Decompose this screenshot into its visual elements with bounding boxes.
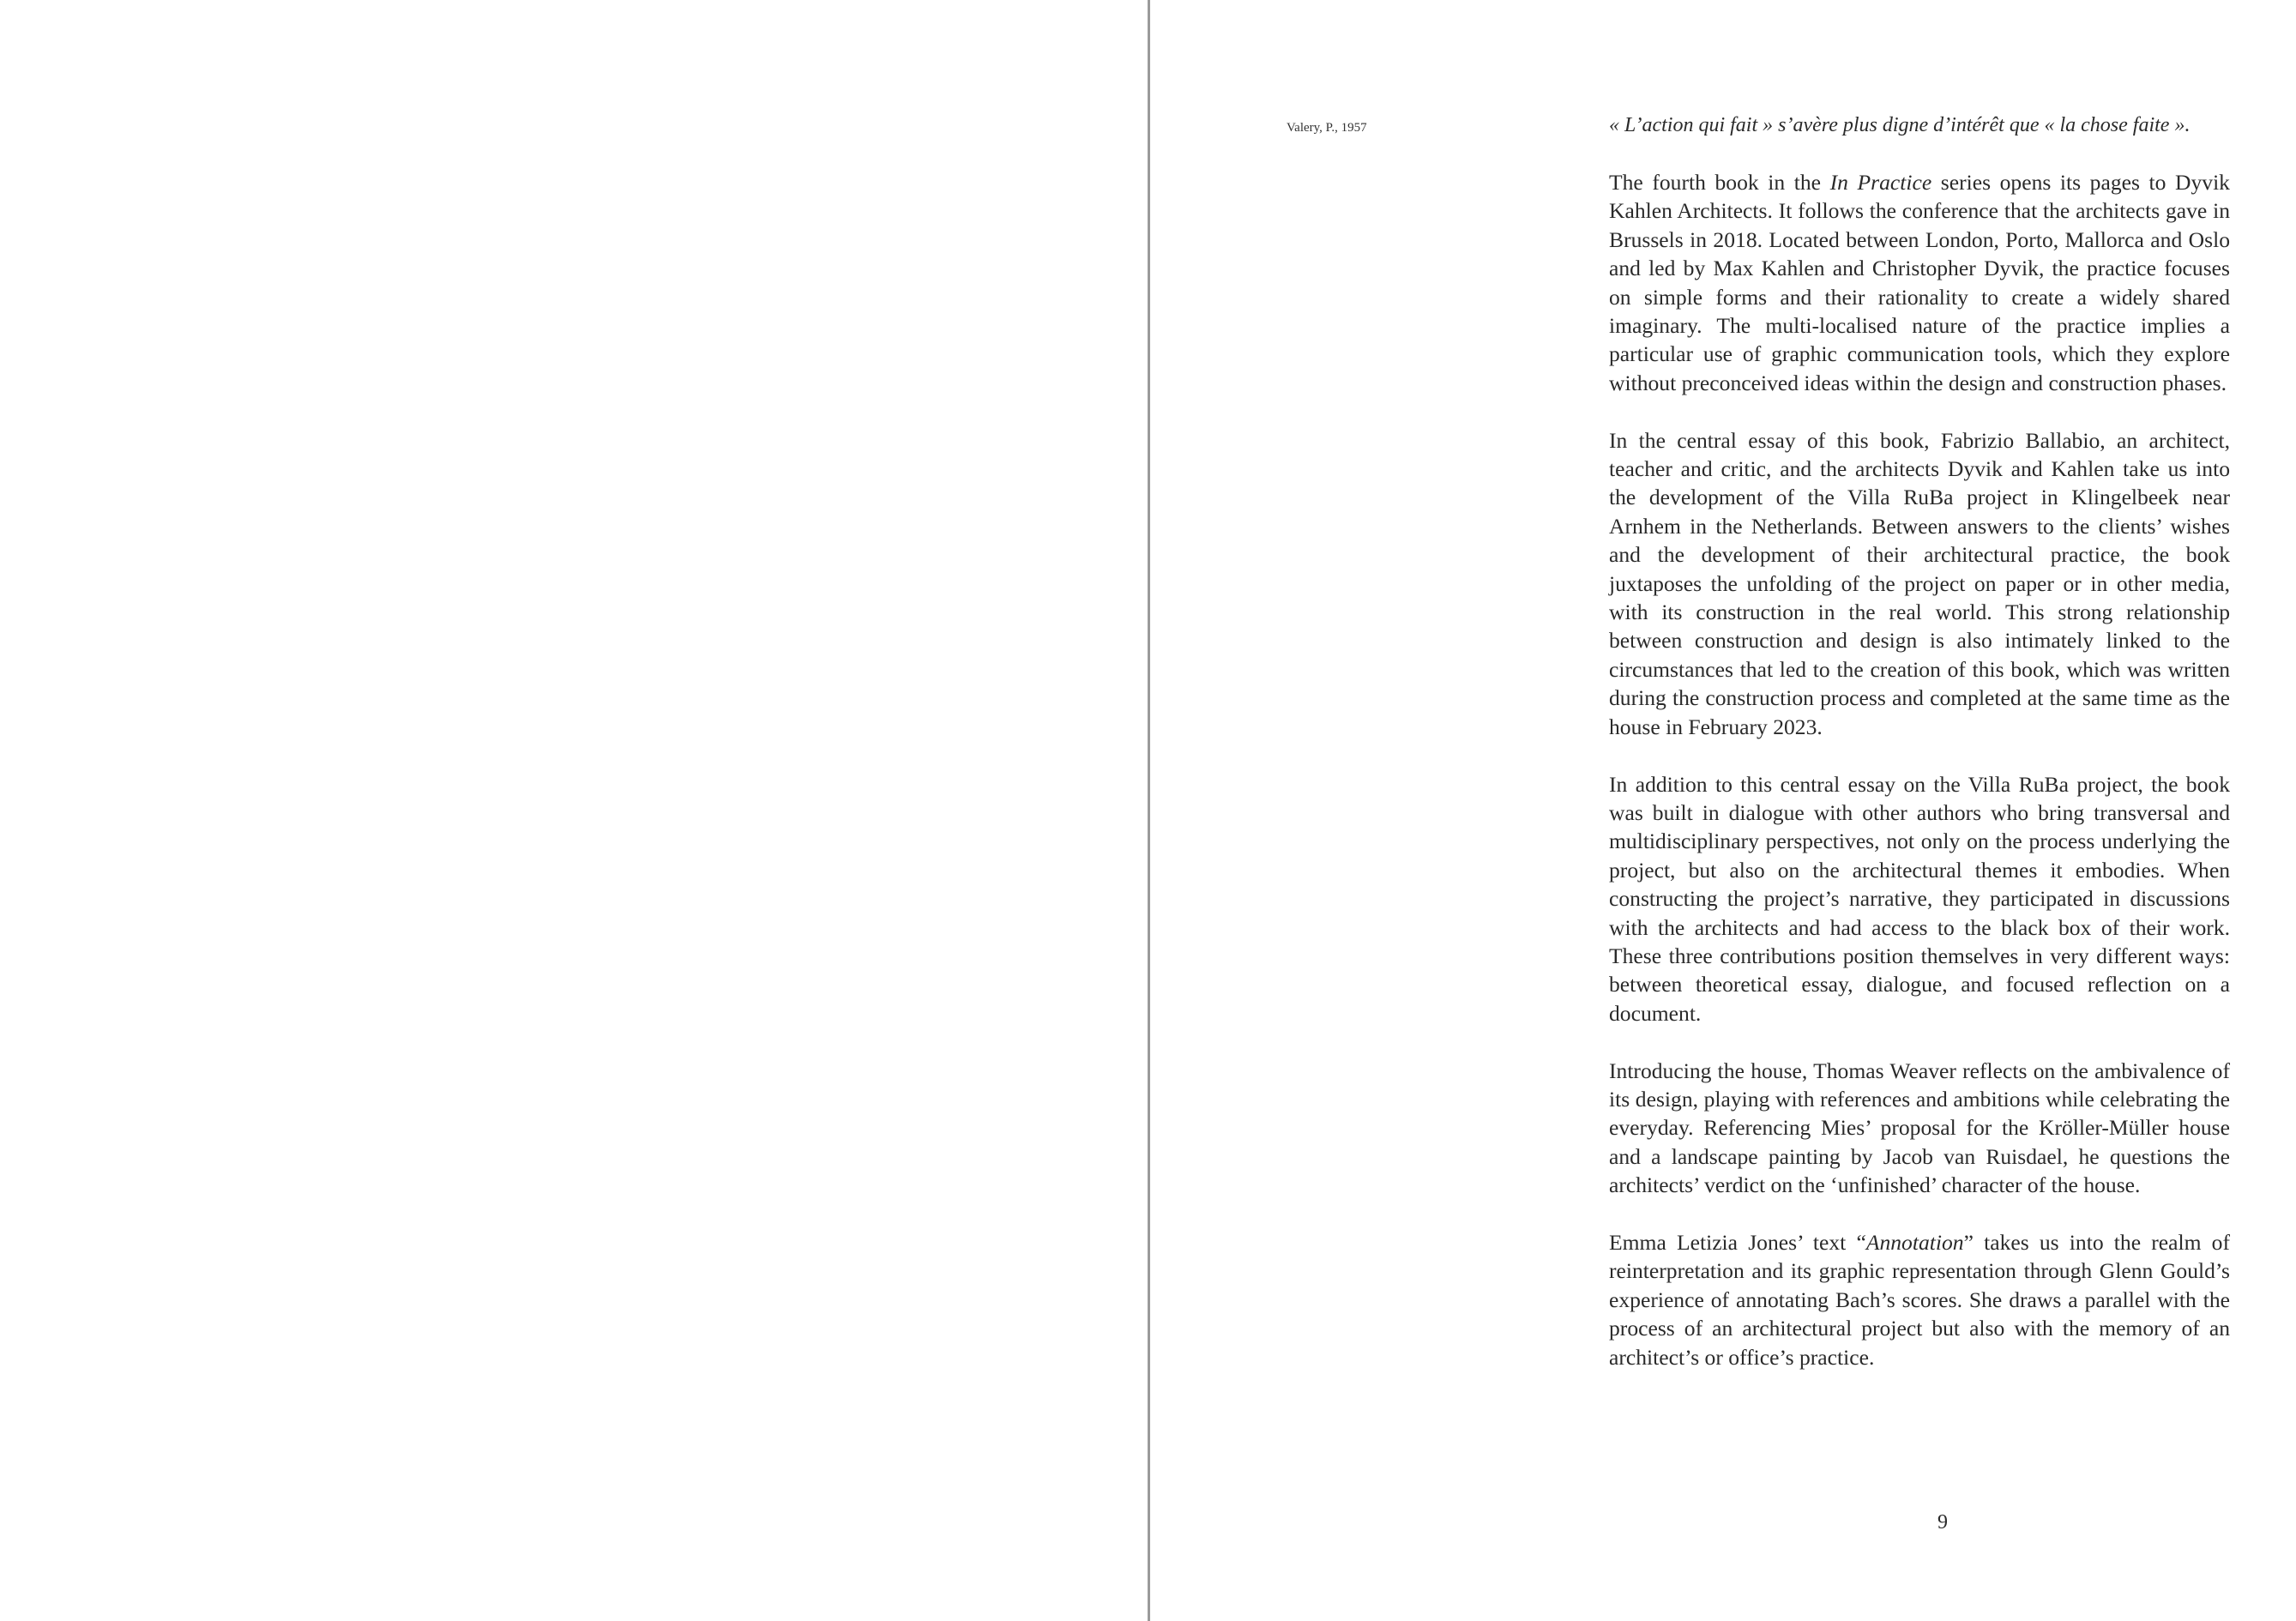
margin-citation: Valery, P., 1957: [1287, 121, 1367, 135]
paragraph-text: The fourth book in the: [1609, 170, 1830, 195]
epigraph-quote: « L’action qui fait » s’avère plus digne d’intérêt que « la chose faite ».: [1609, 114, 2191, 136]
paragraph-text: Emma Letizia Jones’ text “: [1609, 1229, 1866, 1255]
paragraph-central-essay: In the central essay of this book, Fabrizio Ballabio, an architect, teacher and critic, and the architects Dyvik and Kahlen take us into the development of the Villa RuBa project in Klingelbeek near Arnhem in the Netherlands. Between answers to the clients’ wishes and the development of their architectural practice, the book juxtaposes the unfolding of the project on paper or in other media, with its construction in the real world. This strong relationship between construction and design is also intimately linked to the circumstances that led to the creation of this book, which was written during the construction process and completed at the same time as the house in February 2023.: [1609, 427, 2230, 739]
paragraph-contributions: In addition to this central essay on the Villa RuBa project, the book was built in dialogue with other authors who bring transversal and multidisciplinary perspectives, not only on the process underlying the project, but also on the architectural themes it embodies. When constructing the project’s narrative, they participated in discussions with the architects and had access to the black box of their work. These three contributions position themselves in very different ways: between theoretical essay, dialogue, and focused reflection on a document.: [1609, 771, 2230, 1026]
paragraph-intro: [1609, 168, 2230, 397]
page-number: 9: [1937, 1511, 1948, 1534]
paragraph-jones: [1609, 1228, 2230, 1371]
paragraph-text: ” takes us into the realm of reinterpretation and its graphic representation through Glenn Gould’s experience of annotating Bach’s scores. She draws a parallel with the process of an architectural project but also with the memory of an architect’s or office’s practice.: [1609, 1229, 2230, 1370]
book-series-title: In Practice: [1829, 170, 1932, 195]
paragraph-text: series opens its pages to Dyvik Kahlen Architects. It follows the conference that the architects gave in Brussels in 2018. Located between London, Porto, Mallorca and Oslo and led by Max Kahlen and Christopher Dyvik, the practice focuses on simple forms and their rationality to create a widely shared imaginary. The multi-localised nature of the practice implies a particular use of graphic communication tools, which they explore without preconceived ideas within the design and construction phases.: [1609, 170, 2230, 395]
paragraph-weaver: Introducing the house, Thomas Weaver reflects on the ambivalence of its design, playing with references and ambitions while celebrating the everyday. Referencing Mies’ proposal for the Kröller-Müller house and a landscape painting by Jacob van Ruisdael, he questions the architects’ verdict on the ‘unfinished’ character of the house.: [1609, 1058, 2230, 1198]
body-text: [1609, 168, 2230, 1400]
essay-title: Annotation: [1865, 1229, 1964, 1255]
